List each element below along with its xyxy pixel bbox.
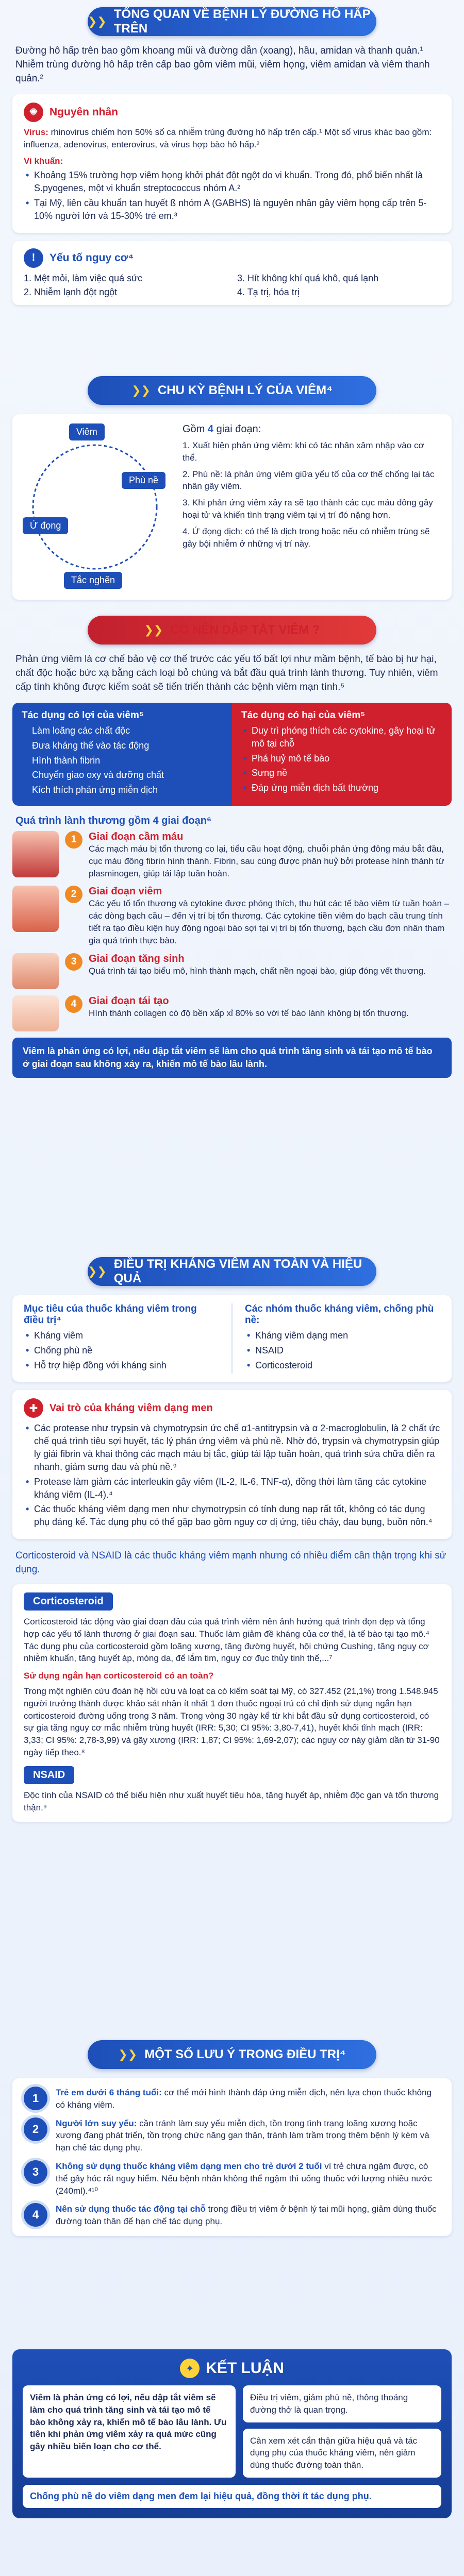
heal-stage [12,831,452,879]
enzyme-item: • Các thuốc kháng viêm dạng men như chymotrypsin có tính dung nạp rất tốt, không có tác dụng phụ đáng kể. Tác dụng phụ có thể gặp bao gồm nguy cơ dị ứng, tiêu chảy, đau bụng, buồn nôn.⁴ [24,1503,440,1529]
notes-banner [88,2040,376,2069]
note-item [24,2203,440,2228]
stage-title: Giai đoạn tái tạo [89,995,169,1007]
risk-item: 2. Nhiễm lạnh đột ngột [24,286,118,297]
bacteria-item: • Tại Mỹ, liên cầu khuẩn tan huyết ß nhóm A (GABHS) là nguyên nhân gây viêm họng cấp trên 5-10% người lớn và 15-30% trẻ em.³ [24,197,440,223]
good-item: • Đưa kháng thể vào tác động [22,739,223,752]
notes-title: MỘT SỐ LƯU Ý TRONG ĐIỀU TRỊ⁴ [144,2047,346,2061]
good-effects [12,703,232,806]
heal-stage [12,995,452,1031]
chevron-right-icon: ❯❯ [144,623,163,636]
note-bold: Không sử dụng thuốc kháng viêm dạng men cho trẻ dưới 2 tuổi [56,2161,322,2171]
bad-item: • Đáp ứng miễn dịch bất thường [241,782,442,794]
virus-icon: ✺ [24,103,43,122]
suppress-highlight: Viêm là phản ứng có lợi, nếu dập tắt viêm sẽ làm cho quá trình tăng sinh và tái tạo mô tế bào ở giai đoạn sau không xảy ra, khiến mô tế bào lâu lành. [12,1038,452,1078]
overview-intro: Đường hô hấp trên bao gồm khoang mũi và đường dẫn (xoang), hầu, amidan và thanh quản.¹ Nhiễm trùng đường hô hấp trên cấp bao gồm viêm mũi, viêm họng, viêm amidan và viêm thanh quản.² [15,45,430,84]
conclusion-title: KẾT LUẬN [206,2360,284,2377]
bacteria-item: • Khoảng 15% trường hợp viêm họng khởi phát đột ngột do vi khuẩn. Trong đó, phổ biến nhất là S.pyogenes, một vi khuẩn streptococcus nhóm A.² [24,169,440,195]
effects-compare [12,703,452,806]
section-treatment [0,1257,464,1822]
section-notes [0,2040,464,2236]
chevron-right-icon: ❯❯ [131,384,151,397]
cs-card [12,1584,452,1822]
heal-title: Quá trình lành thương gồm 4 giai đoạn⁶ [15,815,212,827]
risk-grid [24,273,440,298]
bacteria-label: Vi khuẩn: [24,156,63,166]
heal-stage [12,953,452,989]
good-title: Tác dụng có lợi của viêm⁵ [22,709,144,721]
note-bold: Trẻ em dưới 6 tháng tuổi: [56,2088,162,2097]
note-bold: Nên sử dụng thuốc tác động tại chỗ [56,2204,206,2214]
note-text: cơ thể mới hình thành đáp ứng miễn dịch, nên lựa chọn thuốc không có kháng viêm. [56,2088,432,2110]
chevron-right-icon: ❯❯ [88,1265,107,1278]
cycle-lead-num: 4 [207,423,214,435]
cause-title: Nguyên nhân [49,106,119,118]
risk-card [12,241,452,305]
risk-item: 1. Mệt mỏi, làm việc quá sức [24,273,143,283]
heal-stage [12,886,452,946]
cause-card [12,94,452,233]
section-conclusion [0,2349,464,2518]
bad-item: • Sưng nề [241,767,442,779]
virus-text: rhinovirus chiếm hơn 50% số ca nhiễm trùng đường hô hấp trên cấp.¹ Một số virus khác bao gồm: influenza, adenovirus, enterovirus, và virus hợp bào hô hấp.² [24,127,432,149]
cycle-diagram [23,422,172,592]
cycle-text [183,423,440,550]
bad-title: Tác dụng có hại của viêm⁵ [241,709,366,721]
cycle-card [12,414,452,600]
cycle-lead-pre: Gồm [183,423,208,435]
note-text: trong điều trị viêm ở bệnh lý tai mũi họng, giảm dùng thuốc đường toàn thân để hạn chế tác dụng phụ. [56,2204,437,2227]
enzyme-card [12,1390,452,1539]
suppress-intro: Phản ứng viêm là cơ chế bảo vệ cơ thể trước các yếu tố bất lợi như mầm bệnh, tế bào bị hư hại, chất độc hoặc bức xạ bằng cách loại bỏ chúng và bắt đầu quá trình lành thương. Tuy nhiên, viêm cấp tính không được kiểm soát sẽ tiến triển thành các bệnh viêm mạn tính.⁵ [15,654,438,692]
cs-tag: Corticosteroid [24,1592,113,1611]
good-item: • Làm loãng các chất độc [22,724,223,737]
cycle-node-phu-ne: Phù nề [122,472,165,489]
nsaid-tag: NSAID [24,1766,74,1784]
stage-number: 2 [65,886,82,903]
good-item: • Chuyển giao oxy và dưỡng chất [22,769,223,782]
goal-item: • Hỗ trợ hiệp đồng với kháng sinh [24,1359,219,1372]
enzyme-item: • Protease làm giảm các interleukin gây viêm (IL-2, IL-6, TNF-α), đồng thời làm tăng các cytokine kháng viêm (IL-4).⁴ [24,1476,440,1501]
conclusion-box: Cân xem xét cẩn thận giữa hiệu quả và tác dụng phụ của thuốc kháng viêm, nên giảm dùng thuốc đường toàn thân. [243,2429,441,2478]
note-text: cần tránh làm suy yếu miễn dịch, tồn trọng tình trạng loãng xương hoặc xương đang phát triển, tồn trọng chức năng gan thận, tránh làm trầm trọng thêm bệnh lý kèm và hạn chế tác dụng phụ. [56,2118,429,2153]
chevron-right-icon: ❯❯ [118,2048,138,2061]
note-item [24,2117,440,2154]
stage-desc: Quá trình tái tạo biểu mô, hình thành mạch, chất nền ngoại bào, giúp đóng vết thương. [89,965,426,976]
conclusion-box: Điều trị viêm, giảm phù nề, thông thoáng đường thở là quan trọng. [243,2385,441,2422]
section-overview [0,7,464,305]
bacteria-list [24,169,440,222]
nsaid-text: Độc tính của NSAID có thể biểu hiện như xuất huyết tiêu hóa, tăng huyết áp, nhiễm độc gan và tổn thương thận.⁹ [24,1790,439,1812]
virus-label: Virus: [24,127,48,137]
stage-number: 3 [65,953,82,971]
section-cycle [0,376,464,600]
stage-desc: Hình thành collagen có độ bền xấp xỉ 80% so với tế bào lành không bị tổn thương. [89,1008,409,1018]
goal-item: • Chống phù nề [24,1344,219,1357]
conclusion-box: Viêm là phản ứng có lợi, nếu dập tắt viêm sẽ làm cho quá trình tăng sinh và tái tạo mô tế bào không xảy ra, khiến mô tế bào lâu lành. Ưu tiên khi phản ứng viêm xảy ra quá mức cũng gây nhiều biến loạn cho cơ thể. [23,2385,236,2478]
risk-title: Yếu tố nguy cơ⁴ [49,251,134,264]
cycle-banner [88,376,376,405]
skin-inflammation-icon [12,886,59,932]
enzyme-item: • Các protease như trypsin và chymotrypsin ức chế α1-antitrypsin và α 2-macroglobulin, là 2 chất ức chế quá trình tiêu sợi huyết, tác lý phản ứng viêm và phù nề. Nhờ đó, trypsin và chymotrypsin giúp ly giải fibrin và khai thông các mạch máu bị tắc, giúp tái lập tuần hoàn, quá trình sửa chữa diễn ra nhanh, giảm sưng đau và phù nề.⁹ [24,1422,440,1473]
alert-icon: ! [24,248,43,268]
stage-title: Giai đoạn tăng sinh [89,953,185,964]
bad-item: • Duy trì phóng thích các cytokine, gây hoại tử mô tại chỗ [241,724,442,750]
risk-item: 4. Tạ trị, hóa trị [237,286,300,297]
group-item: • NSAID [245,1344,440,1357]
cs-question: Sử dụng ngắn hạn corticosteroid có an toàn? [24,1671,214,1681]
goal-title: Mục tiêu của thuốc kháng viêm trong điều trị⁴ [24,1303,197,1326]
cycle-node-tac-nghen: Tắc nghẽn [64,572,122,589]
cycle-step: 1. Xuất hiện phản ứng viêm: khi có tác nhân xâm nhập vào cơ thể. [183,440,424,463]
treatment-title: ĐIỀU TRỊ KHÁNG VIÊM AN TOÀN VÀ HIỆU QUẢ [113,1257,362,1285]
cs-study: Trong một nghiên cứu đoàn hệ hồi cứu và loạt ca có kiểm soát tại Mỹ, có 327.452 (21,1%) trong 1.548.945 người trưởng thành được khảo sát nhận ít nhất 1 đơn thuốc ngoại trú có chỉ định sử dụng ngắn hạn corticosteroid đường uống trong 3 năm. Trong vòng 30 ngày kể từ khi bắt đầu sử dụng corticosteroid, có sự gia tăng nguy cơ mắc nhiễm trùng huyết (IRR: 5,30; CI 95%: 3,80-7,41), huyết khối tĩnh mạch (IRR: 3,33; CI 95%: 2,78-3,99) và gãy xương (IRR: 1,87; CI 95%: 1,69-2,07); các nguy cơ này giảm dần từ 31-90 ngày tiếp theo.⁸ [24,1686,440,1758]
cycle-ring [33,445,157,569]
treatment-banner [88,1257,376,1286]
skin-proliferation-icon [12,953,59,989]
conclusion-box: Chống phù nề do viêm dạng men đem lại hiệu quả, đồng thời ít tác dụng phụ. [23,2485,441,2508]
overview-banner [88,7,376,36]
note-number: 4 [24,2203,47,2227]
note-item [24,2087,440,2111]
group-item: • Corticosteroid [245,1359,440,1372]
bad-item: • Phá huỷ mô tế bào [241,752,442,765]
enzyme-title: Vai trò của kháng viêm dạng men [49,1402,213,1414]
note-text: vì trẻ chưa ngậm được, có thể gây hóc rất nguy hiểm. Nếu bệnh nhân không thể ngậm thì uống thuốc với lượng nhiều nước (240ml).⁴¹⁰ [56,2161,433,2196]
cycle-step: 4. Ứ đọng dịch: có thể là dịch trong hoặc nếu có nhiễm trùng sẽ gây bội nhiễm ở những vị trí này. [183,526,430,549]
goals-card [12,1295,452,1382]
megaphone-icon: ✦ [180,2359,200,2378]
notes-card [12,2078,452,2236]
heal-stages [12,831,452,1031]
cycle-node-viem: Viêm [69,423,105,440]
suppress-banner [88,616,376,645]
overview-title: TỔNG QUAN VỀ BỆNH LÝ ĐƯỜNG HÔ HẤP TRÊN [113,7,371,36]
stage-number: 4 [65,995,82,1013]
pill-icon: ✚ [24,1398,43,1418]
note-item [24,2160,440,2197]
chevron-right-icon: ❯❯ [88,15,107,28]
note-number: 1 [24,2087,47,2110]
skin-remodel-icon [12,995,59,1031]
stage-number: 1 [65,831,82,849]
section-suppress [0,616,464,1078]
stage-desc: Các yếu tố tổn thương và cytokine được phóng thích, thu hút các tế bào viêm từ tuần hoàn – các dòng bạch cầu – đến vị trí bị tổn thương. Các cytokine tiền viêm do bạch cầu trung tính tiết ra tạo điều kiện huy động ngoại bào sợi tại vị trí bị tổn thương, bạch cầu đơn nhân tham gia quá trình thực bào. [89,899,450,945]
group-item: • Kháng viêm dạng men [245,1329,440,1342]
cs-intro: Corticosteroid và NSAID là các thuốc kháng viêm mạnh nhưng có nhiều điểm cần thận trọng khi sử dụng. [15,1550,446,1575]
cycle-title: CHU KỲ BỆNH LÝ CỦA VIÊM⁴ [157,383,333,397]
stage-title: Giai đoạn cầm máu [89,831,184,843]
bad-effects [232,703,452,806]
good-item: • Hình thành fibrin [22,754,223,767]
cycle-lead-post: giai đoạn: [213,423,261,435]
good-item: • Kích thích phản ứng miễn dịch [22,784,223,796]
cycle-step: 3. Khi phản ứng viêm xảy ra sẽ tạo thành các cục máu đông gây hoại tử và khiến tình trạng viêm tại vị trí đó nặng hơn. [183,498,433,520]
stage-desc: Các mạch máu bị tổn thương co lại, tiểu cầu hoạt động, chuỗi phản ứng đông máu bắt đầu, cục máu đông fibrin hình thành. Fibrin, sau cùng được phân huỷ bởi protease hình thành từ plasminogen, giúp tái lập tuần hoàn. [89,844,444,878]
risk-item: 3. Hít không khí quá khô, quá lạnh [237,273,379,283]
conclusion-panel [12,2349,452,2518]
note-bold: Người lớn suy yếu: [56,2118,137,2128]
cycle-step: 2. Phù nề: là phản ứng viêm giữa yếu tố của cơ thể chống lại tác nhân gây viêm. [183,469,435,492]
stage-title: Giai đoạn viêm [89,886,162,897]
note-number: 3 [24,2160,47,2184]
goal-item: • Kháng viêm [24,1329,219,1342]
cycle-node-u-dong: Ứ đọng [23,517,68,534]
note-number: 2 [24,2117,47,2141]
suppress-title: CÓ NÊN DẬP TẮT VIÊM ? [170,623,320,637]
group-title: Các nhóm thuốc kháng viêm, chống phù nề: [245,1303,434,1326]
cs-text: Corticosteroid tác động vào giai đoạn đầu của quá trình viêm nên ảnh hưởng quá trình đọn dẹp và tổng hợp các yếu tố lành thương ở giai đoạn sau. Thuốc làm giảm đề kháng của cơ thể, là tế bào tại tạo mô.⁴ Tác dụng phụ của corticosteroid gồm loãng xương, tăng đường huyết, hội chứng Cushing, tăng nguy cơ nhiễm khuẩn, tăng huyết áp, móng da, để lắm tim, nguy cơ đục thủy tinh thể,...⁷ [24,1617,429,1664]
skin-wound-icon [12,831,59,877]
